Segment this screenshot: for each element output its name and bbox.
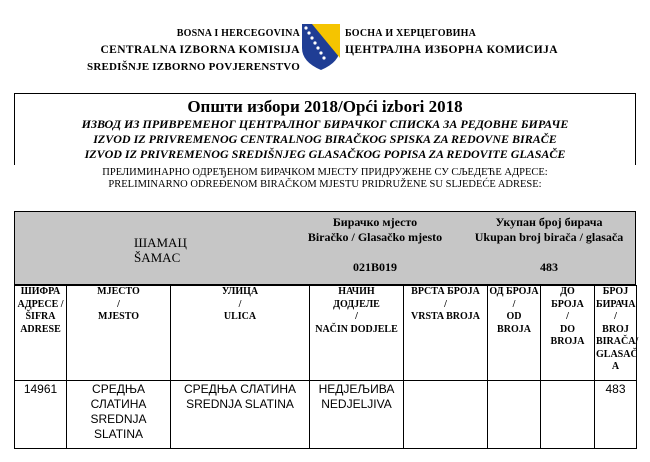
table-row (15, 381, 637, 449)
col-header-to-number: ДО БРОЈА / DO BROJA (541, 286, 595, 381)
cell-place: СРЕДЊА СЛАТИНА SREDNJA SLATINA (67, 381, 171, 449)
header-country-latin: BOSNA I HERCEGOVINA (176, 28, 300, 39)
total-voters-value: 483 (540, 260, 558, 274)
col-header-from-number: ОД БРОЈА / OD BROJA (488, 286, 541, 381)
municipality-latin: ŠAMAC (134, 250, 181, 265)
polling-station-label (295, 215, 455, 245)
cell-assignment-method: НЕДЈЕЉИВА NEDJELJIVA (310, 381, 404, 449)
municipality-name (134, 235, 187, 265)
subtitle-serbian: ИЗВОД ИЗ ПРИВРЕМЕНОГ ЦЕНТРАЛНОГ БИРАЧКОГ СПИСКА ЗА РЕДОВНЕ БИРАЧЕ (81, 117, 569, 131)
title-box (14, 93, 636, 165)
municipality-cyrillic: ШАМАЦ (134, 235, 187, 250)
col-header-assignment-method: НАЧИН ДОДЈЕЛЕ / NAČIN DODJELE (310, 286, 404, 381)
total-voters-label-cyrillic: Укупан број бирача (495, 215, 603, 229)
cell-street: СРЕДЊА СЛАТИНА SREDNJA SLATINA (171, 381, 310, 449)
col-header-voter-count: БРОЈ БИРАЧА / BROJ BIRAČA/ GLASAČ A (595, 286, 637, 381)
header-commission-latin: CENTRALNA IZBORNA KOMISIJA (100, 44, 300, 56)
preliminary-note (14, 167, 636, 191)
document-header (0, 0, 650, 90)
preliminary-note-latin: PRELIMINARNO ODREĐENOM BIRAČKOM MJESTU PRIDRUŽENE SU SLJEDEĆE ADRESE: (108, 179, 542, 190)
header-right-cyrillic (345, 26, 605, 59)
header-commission-croatian: SREDIŠNJE IZBORNO POVJERENSTVO (87, 61, 300, 73)
cell-voter-count: 483 (595, 381, 637, 449)
total-voters-label (461, 215, 637, 245)
coat-of-arms-emblem (300, 22, 342, 72)
col-header-number-type: ВРСТА БРОЈА / VRSTA BROJA (404, 286, 488, 381)
preliminary-note-cyrillic: ПРЕЛИМИНАРНО ОДРЕЂЕНОМ БИРАЧКОМ МЈЕСТУ ПРИДРУЖЕНЕ СУ СЉЕДЕЋЕ АДРЕСЕ: (102, 167, 548, 178)
cell-number-type (404, 381, 488, 449)
header-left-latin (70, 26, 300, 76)
header-commission-cyrillic: ЦЕНТРАЛНА ИЗБОРНА КОМИСИЈА (345, 44, 558, 56)
cell-address-code: 14961 (15, 381, 67, 449)
polling-station-label-cyrillic: Бирачко мјесто (332, 215, 418, 229)
polling-station-label-latin: Biračko / Glasačko mjesto (307, 230, 443, 244)
cell-from-number (488, 381, 541, 449)
summary-bar (14, 211, 636, 285)
col-header-address-code: ШИФРА АДРЕСЕ / ŠIFRA ADRESE (15, 286, 67, 381)
total-voters-label-latin: Ukupan broj birača / glasača (474, 230, 624, 244)
address-table (14, 285, 637, 449)
col-header-street: УЛИЦА / ULICA (171, 286, 310, 381)
subtitle-bosnian: IZVOD IZ PRIVREMENOG CENTRALNOG BIRAČKOG SPISKA ZA REDOVNE BIRAČE (93, 132, 557, 146)
subtitle-croatian: IZVOD IZ PRIVREMENOG SREDIŠNJEG GLASAČKOG POPISA ZA REDOVITE GLASAČE (84, 147, 566, 161)
table-header-row (15, 286, 637, 381)
col-header-place: МЈЕСТО / MJESTO (67, 286, 171, 381)
header-country-cyrillic: БОСНА И ХЕРЦЕГОВИНА (345, 28, 477, 39)
polling-station-code: 021B019 (352, 260, 397, 274)
cell-to-number (541, 381, 595, 449)
document-title: Општи избори 2018/Opći izbori 2018 (187, 97, 463, 116)
